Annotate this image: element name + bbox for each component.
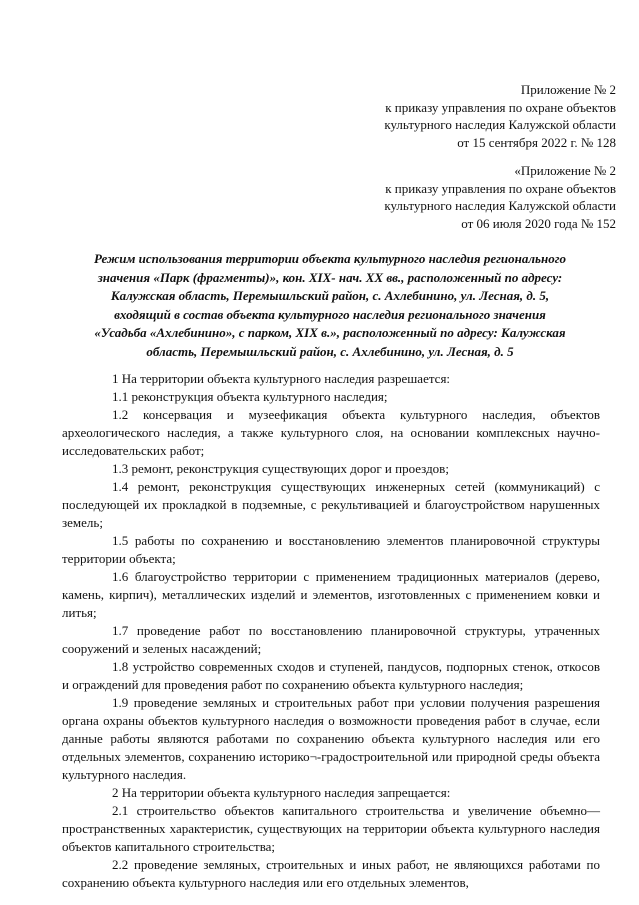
appendix-order-ref: к приказу управления по охране объектов (385, 99, 616, 115)
appendix-authority: культурного наследия Калужской области (384, 117, 616, 132)
title-line: входящий в состав объекта культурного наследия регионального значения (114, 306, 546, 322)
list-item: 1.4 ремонт, реконструкция существующих инженерных сетей (коммуникаций) с последующей их прокладкой в подземные, с рекультивацией и благоустройством нарушенных земель; (62, 479, 600, 530)
appendix-number: Приложение № 2 (520, 82, 616, 97)
title-line: «Усадьба «Ахлебинино», с парком, XIX в.», расположенный по адресу: Калужская (94, 325, 566, 340)
list-item: 2.2 проведение земляных, строительных и иных работ, не являющихся работами по сохранению объекта культурного наследия или его отдельных элементов, (62, 857, 600, 890)
appendix-number: «Приложение № 2 (514, 163, 616, 178)
list-item: 1.9 проведение земляных и строительных работ при условии получения разрешения органа охраны объектов культурного наследия о возможности проведения работ в случае, если данные работы являются работами по сохранению объекта культурного наследия или его отдельных элементов, сохранению историко¬-градостроительной или природной среды объекта культурного наследия. (62, 695, 600, 782)
list-item: 2.1 строительство объектов капитального строительства и увеличение объемно—пространственных характеристик, существующих на территории объекта культурного наследия объектов капитального строительства; (62, 803, 600, 854)
title-line: Режим использования территории объекта культурного наследия регионального (93, 251, 567, 266)
list-item: 1.7 проведение работ по восстановлению планировочной структуры, утраченных сооружений и зеленых насаждений; (62, 623, 600, 656)
list-item: 1.8 устройство современных сходов и ступеней, пандусов, подпорных стенок, откосов и ограждений для проведения работ по сохранению объекта культурного наследия; (62, 659, 600, 692)
appendix-date: от 06 июля 2020 года № 152 (461, 215, 616, 231)
appendix-authority: культурного наследия Калужской области (384, 198, 616, 213)
list-item: 1.6 благоустройство территории с применением традиционных материалов (дерево, камень, кирпич), металлических изделий и элементов, изготовленных с применением ковки и литья; (62, 569, 600, 620)
title-line: значения «Парк (фрагменты)», кон. XIX- нач. XX вв., расположенный по адресу: (97, 269, 563, 285)
list-item: 1.3 ремонт, реконструкция существующих дорог и проездов; (112, 461, 449, 476)
list-item: 1.1 реконструкция объекта культурного наследия; (112, 389, 388, 404)
section-heading-permitted: 1 На территории объекта культурного наследия разрешается: (112, 371, 451, 386)
title-line: Калужская область, Перемышльский район, с. Ахлебинино, ул. Лесная, д. 5, (110, 288, 550, 303)
document-body (62, 370, 600, 892)
list-item: 1.2 консервация и музеефикация объекта культурного наследия, объектов археологического наследия, а также культурного слоя, на основании комплексных научно-исследовательских работ; (62, 407, 600, 458)
list-item: 1.5 работы по сохранению и восстановлению элементов планировочной структуры территории объекта; (62, 533, 600, 566)
document-title (60, 250, 600, 361)
appendix-date: от 15 сентября 2022 г. № 128 (457, 134, 616, 150)
appendix-header-current (384, 81, 616, 151)
appendix-header-previous (384, 162, 616, 232)
appendix-order-ref: к приказу управления по охране объектов (385, 180, 616, 196)
title-line: область, Перемышльский район, с. Ахлебинино, ул. Лесная, д. 5 (146, 343, 514, 359)
section-heading-prohibited: 2 На территории объекта культурного наследия запрещается: (112, 785, 451, 800)
